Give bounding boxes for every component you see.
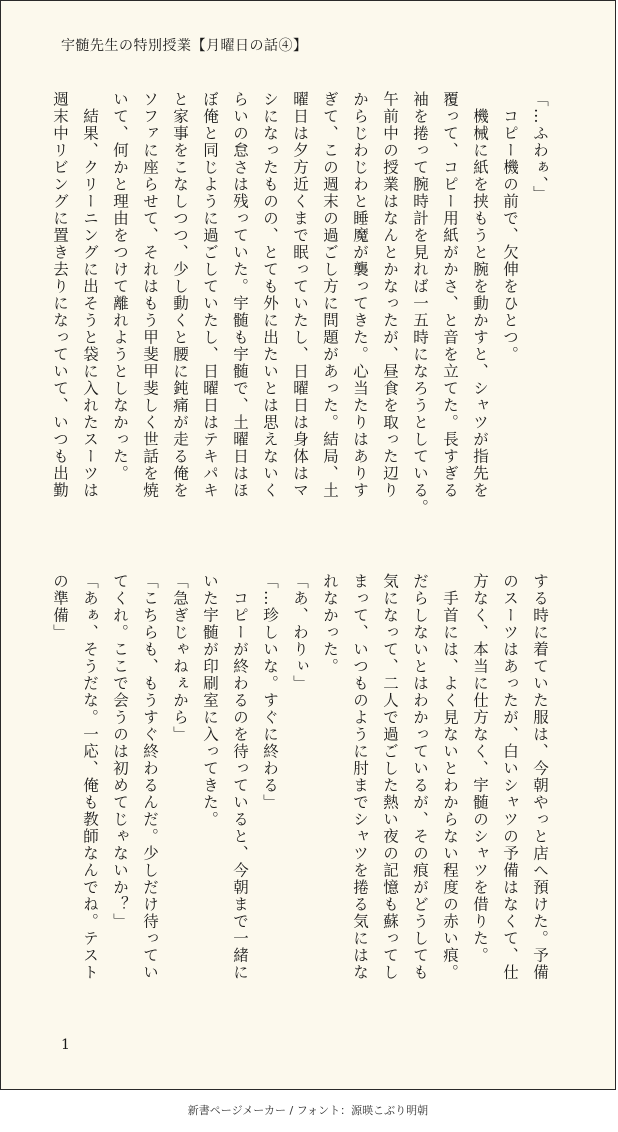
text-line: ぎて、この週末の過ごし方に問題があった。結局、土 (321, 91, 339, 499)
text-line: のスーツはあったが、白いシャツの予備はなくて、仕 (501, 573, 519, 981)
text-line: コピーが終わるのを待っていると、今朝まで一緒に (231, 573, 249, 981)
text-line: する時に着ていた服は、今朝やっと店へ預けた。予備 (531, 573, 549, 981)
text-line: シになったものの、とても外に出たいとは思えないく (261, 91, 279, 499)
text-line: 「…ふわぁ、」 (531, 91, 549, 203)
text-line: 「あ、わりぃ」 (291, 573, 309, 692)
text-line: いて、何かと理由をつけて離れようとしなかった。 (111, 91, 129, 482)
text-line: の準備」 (51, 573, 69, 641)
text-line: 手首には、よく見ないとわからない程度の赤い痕。 (441, 573, 459, 981)
body-text-upper (45, 91, 555, 531)
text-line: 週末中リビングに置き去りになっていて、いつも出勤 (51, 91, 69, 499)
text-line: 袖を捲って腕時計を見れば一五時になろうとしている。 (411, 91, 429, 516)
footer-credit: 新書ページメーカー / フォント：源暎こぶり明朝 (187, 1104, 429, 1117)
text-line: 方なく、本当に仕方なく、宇髄のシャツを借りた。 (471, 573, 489, 964)
text-line: だらしないとはわかっているが、その痕がどうしても (411, 573, 429, 981)
text-line: 覆って、コピー用紙がかさ、と音を立てた。長すぎる (441, 91, 459, 499)
text-line: ソファに座らせて、それはもう甲斐甲斐しく世話を焼 (141, 91, 159, 499)
text-line: からじわじわと睡魔が襲ってきた。心当たりはありす (351, 91, 369, 499)
body-text-lower (45, 573, 555, 1013)
text-line: 結果、クリーニングに出そうと袋に入れたスーツは (81, 91, 99, 499)
text-line: れなかった。 (321, 573, 339, 675)
text-line: まって、いつものように肘までシャツを捲る気にはな (351, 573, 369, 981)
text-line: 気になって、二人で過ごした熱い夜の記憶も蘇ってし (381, 573, 399, 981)
text-line: 「こちらも、もうすぐ終わるんだ。少しだけ待ってい (141, 573, 159, 981)
text-line: 曜日は夕方近くまで眠っていたし、日曜日は身体はマ (291, 91, 309, 499)
text-line: 午前中の授業はなんとかなったが、昼食を取った辺り (381, 91, 399, 499)
text-line: 「急ぎじゃねぇから」 (171, 573, 189, 743)
text-line: と家事をこなしつつ、少し動くと腰に鈍痛が走る俺を (171, 91, 189, 499)
text-line: らいの怠さは残っていた。宇髄も宇髄で、土曜日はほ (231, 91, 249, 499)
page-title: 宇髄先生の特別授業【月曜日の話④】 (61, 38, 308, 54)
text-line: ぼ俺と同じように過ごしていたし、日曜日はテキパキ (201, 91, 219, 499)
text-line: コピー機の前で、欠伸をひとつ。 (501, 91, 519, 363)
text-line: いた宇髄が印刷室に入ってきた。 (201, 573, 219, 828)
text-line: 機械に紙を挟もうと腕を動かすと、シャツが指先を (471, 91, 489, 499)
text-line: てくれ。ここで会うのは初めてじゃないか？」 (111, 573, 129, 930)
page-number: 1 (61, 1037, 70, 1053)
text-line: 「…珍しいな。すぐに終わる」 (261, 573, 279, 811)
text-line: 「あぁ、そうだな。一応、俺も教師なんでね。テスト (81, 573, 99, 981)
